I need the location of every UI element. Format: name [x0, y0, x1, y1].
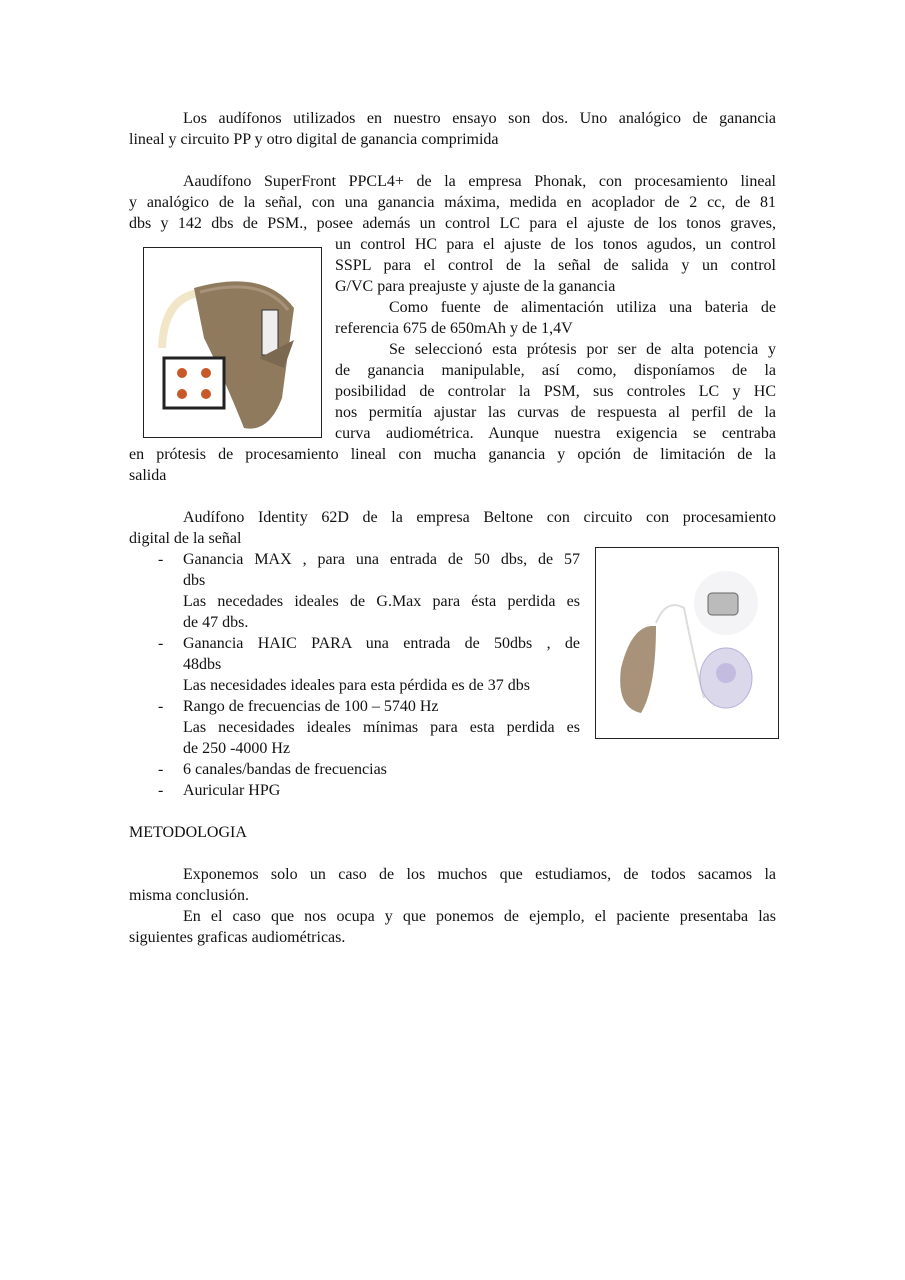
paragraph-line: Como fuente de alimentación utiliza una bateria de	[389, 299, 776, 316]
list-item: - Ganancia HAIC PARA una entrada de 50dbs , de	[158, 635, 580, 652]
paragraph-line: G/VC para preajuste y ajuste de la ganancia	[335, 278, 616, 295]
paragraph-line: Aaudífono SuperFront PPCL4+ de la empresa Phonak, con procesamiento lineal	[183, 173, 776, 190]
paragraph-line: un control HC para el ajuste de los tonos agudos, un control	[335, 236, 776, 253]
paragraph-line: digital de la señal	[129, 530, 242, 547]
paragraph-line: En el caso que nos ocupa y que ponemos de ejemplo, el paciente presentaba las	[183, 908, 776, 925]
list-item-cont: de 250 -4000 Hz	[183, 740, 291, 757]
list-item-cont: 48dbs	[183, 656, 222, 673]
list-item: - Auricular HPG	[158, 782, 281, 799]
paragraph-line: misma conclusión.	[129, 887, 249, 904]
paragraph-line: Audífono Identity 62D de la empresa Beltone con circuito con procesamiento	[183, 509, 776, 526]
section-heading: METODOLOGIA	[129, 824, 247, 841]
list-dash: -	[158, 698, 164, 715]
list-item-cont: Las necesidades ideales para esta pérdida es de 37 dbs	[183, 677, 530, 694]
paragraph-line: y analógico de la señal, con una ganancia máxima, medida en acoplador de 2 cc, de 81	[129, 194, 776, 211]
list-dash: -	[158, 551, 164, 568]
document-body	[129, 108, 776, 948]
paragraph-line: salida	[129, 467, 167, 484]
paragraph-line: Exponemos solo un caso de los muchos que estudiamos, de todos sacamos la	[183, 866, 776, 883]
list-item: - 6 canales/bandas de frecuencias	[158, 761, 387, 778]
list-item: - Ganancia MAX , para una entrada de 50 dbs, de 57	[158, 551, 580, 568]
paragraph-line: dbs y 142 dbs de PSM., posee además un control LC para el ajuste de los tonos graves,	[129, 215, 776, 232]
paragraph-line: nos permitía ajustar las curvas de respuesta al perfil de la	[335, 404, 776, 421]
paragraph-line: Se seleccionó esta prótesis por ser de alta potencia y	[389, 341, 776, 358]
list-dash: -	[158, 761, 164, 778]
list-item-cont: de 47 dbs.	[183, 614, 249, 631]
paragraph-line: curva audiométrica. Aunque nuestra exigencia se centraba	[335, 425, 776, 442]
list-dash: -	[158, 635, 164, 652]
paragraph-line: Los audífonos utilizados en nuestro ensayo son dos. Uno analógico de ganancia	[183, 110, 776, 127]
paragraph-line: lineal y circuito PP y otro digital de ganancia comprimida	[129, 131, 499, 148]
list-item-cont: dbs	[183, 572, 206, 589]
paragraph-line: de ganancia manipulable, así como, disponíamos de la	[335, 362, 776, 379]
paragraph-line: SSPL para el control de la señal de salida y un control	[335, 257, 776, 274]
list-item: - Rango de frecuencias de 100 – 5740 Hz	[158, 698, 439, 715]
paragraph-line: referencia 675 de 650mAh y de 1,4V	[335, 320, 573, 337]
paragraph-line: siguientes graficas audiométricas.	[129, 929, 346, 946]
list-item-cont: Las necedades ideales de G.Max para ésta perdida es	[183, 593, 580, 610]
paragraph-line: en prótesis de procesamiento lineal con mucha ganancia y opción de limitación de la	[129, 446, 776, 463]
list-dash: -	[158, 782, 164, 799]
list-item-cont: Las necesidades ideales mínimas para esta perdida es	[183, 719, 580, 736]
paragraph-line: posibilidad de controlar la PSM, sus controles LC y HC	[335, 383, 776, 400]
